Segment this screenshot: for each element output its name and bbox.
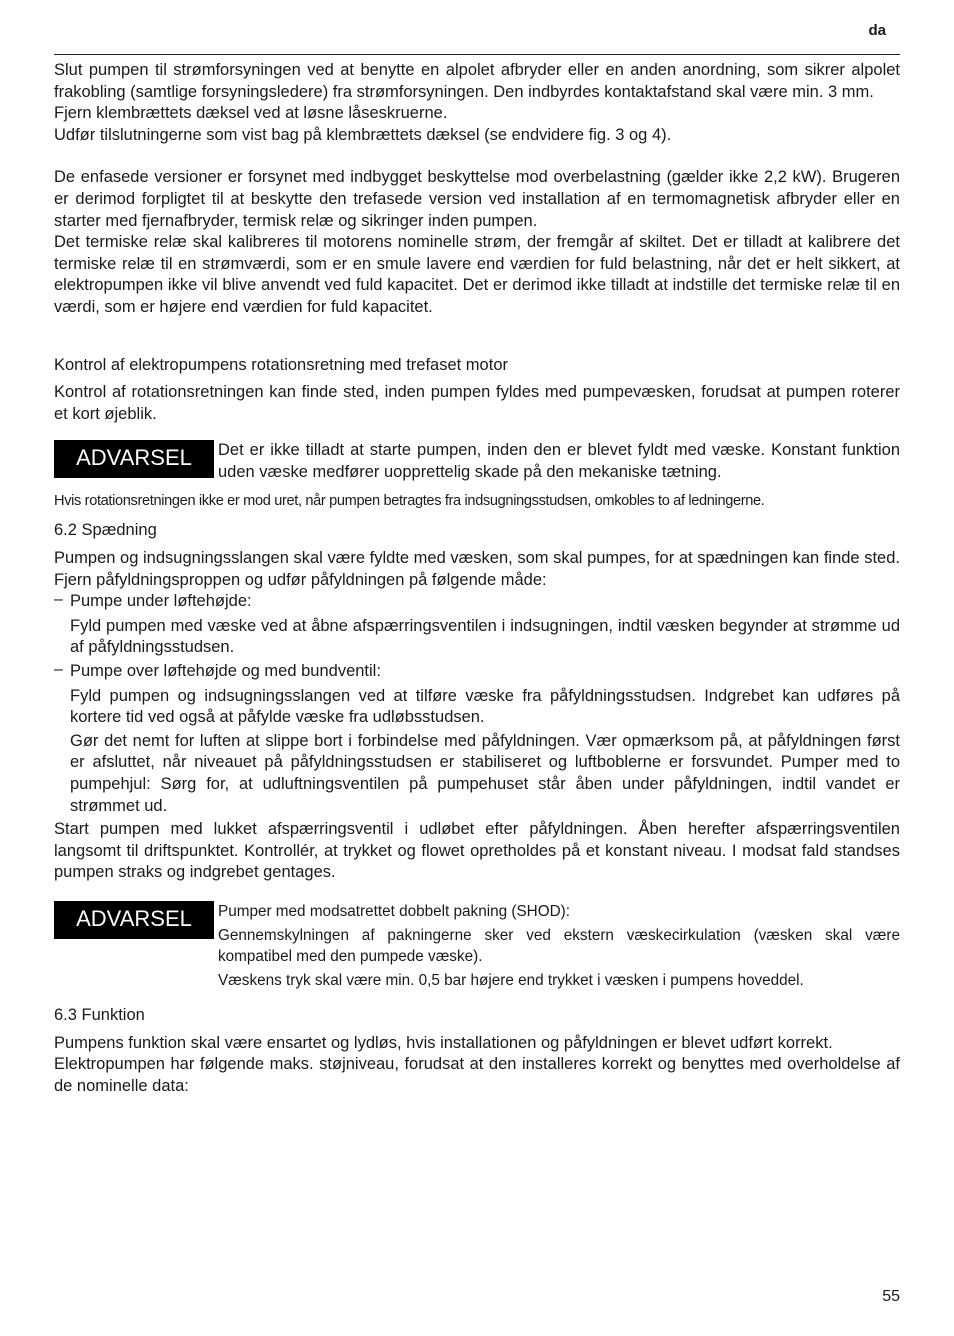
operation-heading: 6.3 Funktion bbox=[54, 1006, 145, 1024]
priming-item2-label: Pumpe over løftehøjde og med bundventil: bbox=[70, 662, 381, 681]
warning-text: Det er ikke tilladt at starte pumpen, inden den er blevet fyldt med væske. Konstant funktion uden væske medfører uopprettelig skade på den mekaniske tætning. bbox=[218, 441, 900, 481]
rotation-heading: Kontrol af elektropumpens rotationsretning med trefaset motor bbox=[54, 355, 508, 374]
rotation-paragraph: Kontrol af rotationsretningen kan finde sted, inden pumpen fyldes med pumpevæsken, forudsat at pumpen roterer et kort øjeblik. bbox=[54, 383, 900, 423]
priming-item1-label: Pumpe under løftehøjde: bbox=[70, 592, 252, 611]
header-rule bbox=[54, 54, 900, 55]
document-page bbox=[54, 0, 900, 1336]
dash-bullet: – bbox=[54, 591, 63, 609]
dash-bullet: – bbox=[54, 661, 63, 679]
rotation-note: Hvis rotationsretningen ikke er mod uret, når pumpen betragtes fra indsugningsstudsen, omkobles to af ledningerne. bbox=[54, 492, 765, 509]
priming-item1-text: Fyld pumpen med væske ved at åbne afspærringsventilen i indsugningen, indtil væsken begynder at strømme ud af påfyldningsstudsen. bbox=[70, 616, 900, 657]
warning-badge: ADVARSEL bbox=[54, 901, 214, 939]
operation-paragraph-2: Elektropumpen har følgende maks. støjniveau, forudsat at den installeres korrekt og benyttes med overholdelse af de nominelle data: bbox=[54, 1055, 900, 1095]
page-number: 55 bbox=[882, 1288, 900, 1305]
operation-paragraph-1: Pumpens funktion skal være ensartet og lydløs, hvis installationen og påfyldningen er blevet udført korrekt. bbox=[54, 1033, 833, 1052]
priming-warning bbox=[54, 901, 900, 991]
page-content bbox=[54, 60, 900, 1097]
priming-heading: 6.2 Spædning bbox=[54, 520, 157, 539]
priming-paragraph-2: Start pumpen med lukket afspærringsventil i udløbet efter påfyldningen. Åben herefter afspærringsventilen langsomt til driftspunktet. Kontrollér, at trykket og flowet opretholdes på et konstant niveau. I modsat fald standses pumpen straks og indgrebet gentages. bbox=[54, 820, 900, 882]
priming-item2-text-2: Gør det nemt for luften at slippe bort i forbindelse med påfyldningen. Vær opmærksom på, at påfyldningen først er afsluttet, når niveauet på påfyldningsstudsen er stabiliseret og luftboblerne er forsvundet. Pumper med to pumpehjul: Sørg for, at udluftningsventilen på pumpehuset står åben under påfyldningen, indtil vandet er strømmet ud. bbox=[70, 731, 900, 815]
priming-paragraph-1: Pumpen og indsugningsslangen skal være fyldte med væsken, som skal pumpes, for at spædningen kan finde sted. Fjern påfyldningsproppen og udfør påfyldningen på følgende måde: bbox=[54, 549, 900, 589]
intro-paragraph-2: Fjern klembrættets dæksel ved at løsne låseskruerne. bbox=[54, 104, 448, 123]
rotation-warning bbox=[54, 440, 900, 483]
priming-list-item-1 bbox=[54, 591, 900, 613]
warning-line-1: Pumper med modsatrettet dobbelt pakning (SHOD): bbox=[218, 903, 570, 920]
warning-line-3: Væskens tryk skal være min. 0,5 bar højere end trykket i væsken i pumpens hoveddel. bbox=[218, 972, 804, 989]
language-code: da bbox=[868, 22, 886, 39]
intro-paragraph-4: De enfasede versioner er forsynet med indbygget beskyttelse mod overbelastning (gælder ikke 2,2 kW). Brugeren er derimod forpligtet til at beskytte den trefasede version ved installation af en termomagnetisk afbryder eller en starter med fjernafbryder, termisk relæ og sikringer inden pumpen. bbox=[54, 168, 900, 230]
priming-list-item-2 bbox=[54, 661, 900, 683]
intro-paragraph-5: Det termiske relæ skal kalibreres til motorens nominelle strøm, der fremgår af skiltet. Det er tilladt at kalibrere det termiske relæ til en strømværdi, som er en smule lavere end værdien for fuld belastning, når det er helt sikkert, at elektropumpen ikke vil blive anvendt ved fuld kapacitet. Det er derimod ikke tilladt at indstille det termiske relæ til en værdi, som er højere end værdien for fuld kapacitet. bbox=[54, 233, 900, 316]
priming-item2-text-1: Fyld pumpen og indsugningsslangen ved at tilføre væske fra påfyldningsstudsen. Indgrebet kan udføres på kortere tid ved også at påfylde væske fra udløbsstudsen. bbox=[70, 686, 900, 727]
warning-badge: ADVARSEL bbox=[54, 440, 214, 478]
warning-line-2: Gennemskylningen af pakningerne sker ved ekstern væskecirkulation (væsken skal være kompatibel med den pumpede væske). bbox=[218, 927, 900, 965]
intro-paragraph-1: Slut pumpen til strømforsyningen ved at benytte en alpolet afbryder eller en anden anordning, som sikrer alpolet frakobling (samtlige forsyningsledere) fra strømforsyningen. Den indbyrdes kontaktafstand skal være min. 3 mm. bbox=[54, 61, 900, 101]
warning-text-block bbox=[218, 901, 900, 991]
intro-paragraph-3: Udfør tilslutningerne som vist bag på klembrættets dæksel (se endvidere fig. 3 og 4). bbox=[54, 125, 672, 144]
